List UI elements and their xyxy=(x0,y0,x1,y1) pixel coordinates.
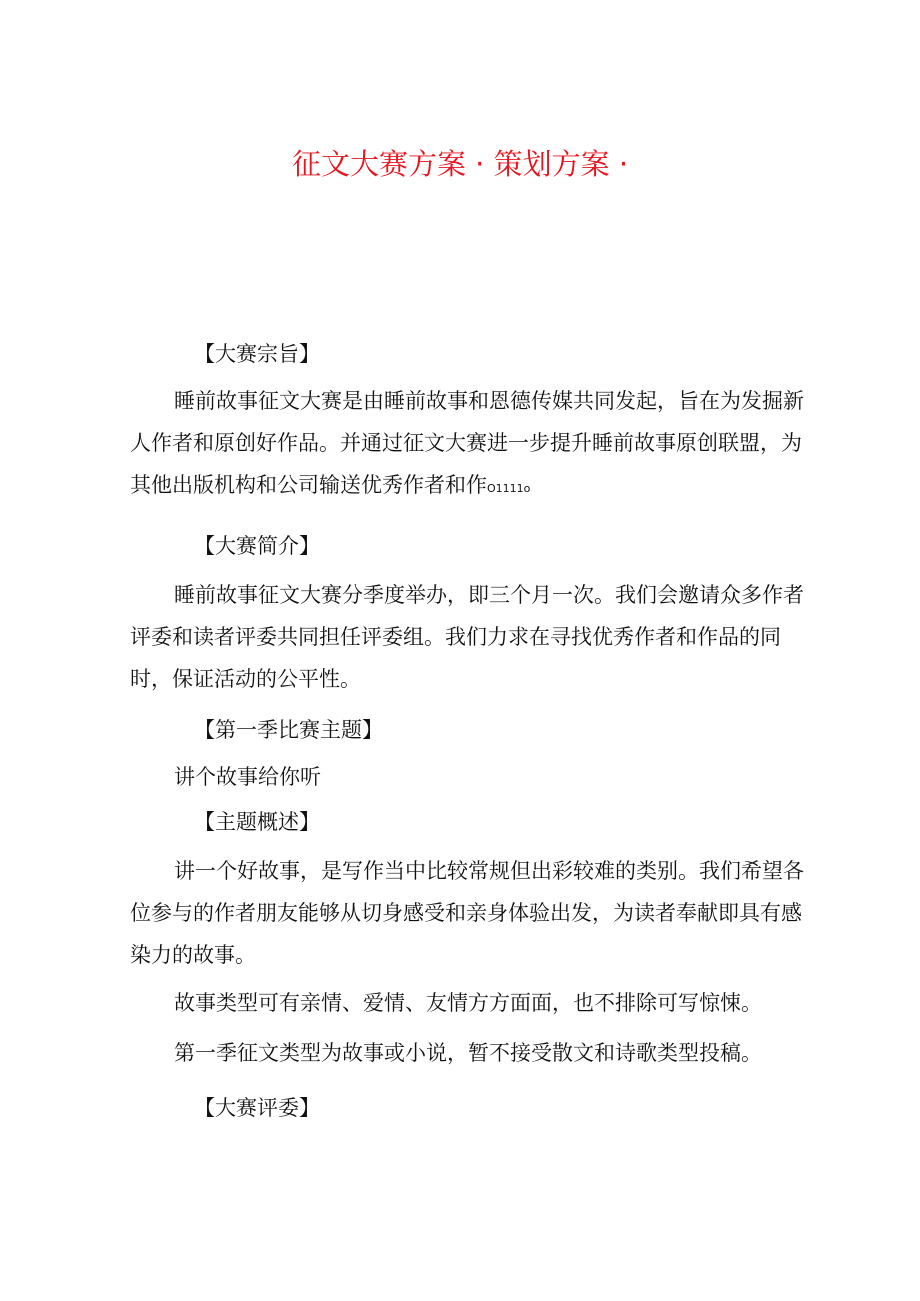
document-body xyxy=(130,338,805,1124)
purpose-tail-text: O1111o xyxy=(487,482,531,495)
overview-line-season: 第一季征文类型为故事或小说，暂不接受散文和诗歌类型投稿。 xyxy=(174,1041,762,1065)
document-title: 征文大赛方案 · 策划方案 · xyxy=(291,147,629,181)
section-heading-theme: 【第一季比赛主题】 xyxy=(194,718,383,742)
section-paragraph-intro: 睡前故事征文大赛分季度举办，即三个月一次。我们会邀请众多作者评委和读者评委共同担任评委组。我们力求在寻找优秀作者和作品的同时，保证活动的公平性。 xyxy=(130,583,804,691)
purpose-text: 睡前故事征文大赛是由睡前故事和恩德传媒共同发起，旨在为发掘新人作者和原创好作品。并通过征文大赛进一步提升睡前故事原创联盟，为其他出版机构和公司输送优秀作者和作 xyxy=(130,389,804,497)
section-paragraph-purpose xyxy=(130,380,805,510)
section-heading-intro: 【大赛简介】 xyxy=(194,534,320,558)
section-paragraph-overview: 讲一个好故事，是写作当中比较常规但出彩较难的类别。我们希望各位参与的作者朋友能够从切身感受和亲身体验出发，为读者奉献即具有感染力的故事。 xyxy=(130,859,804,967)
section-heading-judges: 【大赛评委】 xyxy=(194,1096,320,1120)
overview-line-types: 故事类型可有亲情、爱情、友情方方面面，也不排除可写惊悚。 xyxy=(174,991,762,1015)
section-heading-overview: 【主题概述】 xyxy=(194,810,320,834)
section-heading-purpose: 【大赛宗旨】 xyxy=(194,342,320,366)
theme-line: 讲个故事给你听 xyxy=(174,765,321,789)
